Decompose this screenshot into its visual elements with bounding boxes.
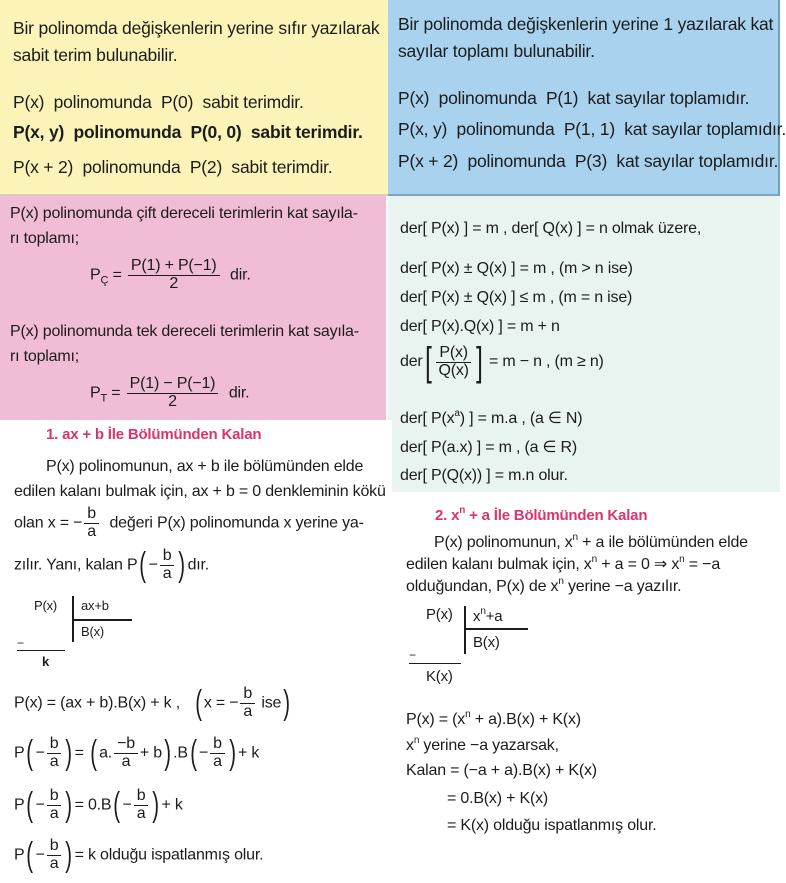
divisor [473, 606, 502, 625]
power-sup: a [454, 408, 460, 419]
long-division-power [406, 604, 556, 694]
right-paren: ) [229, 734, 236, 773]
even-sum-text-1: P(x) polinomunda çift dereceli terimlerin kat sayıla- [10, 205, 358, 222]
rule-poly: P(x + 2) [398, 151, 459, 171]
fraction-numerator: P(1) − P(−1) [127, 376, 219, 394]
rule-tail: kat sayılar toplamıdır. [587, 88, 750, 108]
rule-tail: sabit terimdir. [250, 122, 363, 142]
section-2-title [435, 505, 647, 524]
quotient: B(x) [473, 634, 500, 651]
right-paren: ) [65, 734, 73, 773]
neg-b-over-a [210, 736, 225, 771]
power-pre: der[ P(x [400, 410, 455, 427]
section-2-para-2 [406, 554, 720, 574]
divisor-x: x [473, 608, 481, 625]
rule-mid: polinomunda [467, 151, 566, 171]
formula-lhs: P [90, 266, 101, 284]
p-label: P [14, 744, 25, 762]
eq-pre: x [406, 737, 414, 754]
fraction-numerator: b [160, 548, 175, 566]
minus-sign: − [35, 796, 45, 814]
text-post: değeri P(x) polinomunda x yerine ya- [109, 514, 364, 532]
fraction-numerator: b [47, 838, 62, 856]
rule-tail: kat sayılar toplamıdır. [616, 151, 779, 171]
degree-rules-panel [388, 196, 780, 492]
long-division-linear [14, 596, 154, 676]
formula-subscript: Ç [100, 274, 109, 287]
degree-rule-scale: der[ P(a.x) ] = m , (a ∈ R) [400, 439, 578, 456]
division-bar [464, 606, 466, 654]
left-paren: ( [90, 734, 97, 773]
degree-rule-power [400, 408, 582, 428]
eq-tail: = k olduğu ispatlanmış olur. [74, 846, 264, 864]
minus-sign: − [122, 796, 132, 814]
minus-sign: − [35, 846, 45, 864]
formula-lhs: P [90, 384, 101, 402]
left-bracket: [ [424, 340, 432, 384]
odd-sum-text-2: rı toplamı; [10, 348, 79, 365]
even-sum-formula [90, 258, 251, 293]
section-1-remainder-linear [0, 420, 392, 883]
rule-value: P(1, 1) [563, 119, 615, 139]
subtraction-line [17, 650, 65, 651]
constant-term-rule [13, 92, 304, 113]
divisor-underline [464, 628, 528, 630]
section-1-para-2: edilen kalanı bulmak için, ax + b = 0 denkleminin kökü [14, 483, 386, 500]
fraction-denominator: a [243, 702, 253, 720]
section-2-eq-5: = K(x) olduğu ispatlanmış olur. [447, 817, 657, 834]
text-pre: P(x) polinomunun, x [434, 534, 573, 551]
division-fraction [435, 345, 471, 380]
rule-value: P(0) [160, 92, 194, 112]
section-1-title: 1. ax + b İle Bölümünden Kalan [46, 426, 262, 443]
left-paren: ( [26, 786, 34, 825]
coefficient-sum-intro-1: Bir polinomda değişkenlerin yerine 1 yazılarak kat [398, 14, 774, 34]
minus-sign: − [17, 636, 24, 650]
left-paren: ( [26, 734, 34, 773]
constant-term-intro-2: sabit terim bulunabilir. [13, 45, 178, 65]
remainder: K(x) [426, 668, 453, 685]
odd-sum-fraction [127, 376, 219, 411]
dividend: P(x) [34, 598, 58, 613]
cond-fraction [240, 686, 255, 721]
rule-value: P(3) [574, 151, 608, 171]
section-1-eq-1 [14, 686, 292, 721]
constant-term-intro-1: Bir polinomda değişkenlerin yerine sıfır yazılarak [13, 18, 380, 38]
left-paren: ( [190, 734, 197, 773]
rule-tail: sabit terimdir. [231, 157, 333, 177]
rule-mid: polinomunda [82, 157, 181, 177]
formula-subscript: T [100, 392, 108, 405]
title-pre: 2. x [435, 507, 460, 524]
formula-tail: dir. [228, 384, 250, 402]
fraction-denominator: a [121, 752, 131, 770]
right-paren: ) [178, 546, 186, 585]
equals: = [111, 384, 121, 402]
left-paren: ( [139, 546, 147, 585]
fraction-denominator: a [162, 564, 172, 582]
degree-intro: der[ P(x) ] = m , der[ Q(x) ] = n olmak üzere, [400, 220, 702, 237]
division-result: = m − n , (m ≥ n) [488, 353, 604, 371]
fraction-numerator: b [84, 506, 99, 524]
divisor: ax+b [81, 598, 109, 613]
left-paren: ( [113, 786, 121, 825]
degree-rule-sum-eq: der[ P(x) ± Q(x) ] ≤ m , (m = n ise) [400, 289, 633, 306]
degree-rule-sum-gt: der[ P(x) ± Q(x) ] = m , (m > n ise) [400, 260, 633, 277]
degree-rule-composition: der[ P(Q(x)) ] = m.n olur. [400, 467, 568, 484]
rule-mid: polinomunda [73, 122, 182, 142]
fraction-numerator: b [134, 788, 149, 806]
fraction-denominator: a [49, 854, 59, 872]
eq-mid: = 0.B [74, 796, 112, 814]
inner-fraction [114, 736, 138, 771]
odd-sum-text-1: P(x) polinomunda tek dereceli terimlerin kat sayıla- [10, 323, 359, 340]
eq-post: + a).B(x) + K(x) [470, 711, 581, 728]
odd-sum-formula [90, 376, 249, 411]
divisor-sup: n [480, 606, 486, 617]
eq-pre: P(x) = (x [406, 711, 466, 728]
rule-poly: P(x, y) [398, 119, 448, 139]
text-post: yerine −a yazılır. [563, 578, 682, 595]
right-paren: ) [164, 734, 171, 773]
section-2-eq-3: Kalan = (−a + a).B(x) + K(x) [406, 762, 597, 779]
fraction-numerator: b [210, 736, 225, 754]
section-1-para-3 [14, 506, 364, 541]
rule-mid: polinomunda [53, 92, 152, 112]
rule-value: P(1) [545, 88, 579, 108]
fraction-denominator: a [49, 752, 59, 770]
equals: = [112, 266, 122, 284]
section-2-eq-1 [406, 709, 581, 729]
coefficient-sum-panel [388, 0, 786, 196]
title-post: + a İle Bölümünden Kalan [465, 507, 648, 524]
even-sum-fraction [128, 258, 220, 293]
section-2-remainder-power [392, 492, 786, 883]
rule-value: P(0, 0) [190, 122, 242, 142]
right-paren: ) [152, 786, 160, 825]
fraction-denominator: a [49, 804, 59, 822]
right-paren: ) [65, 836, 73, 875]
coefficient-sum-rule [398, 88, 749, 109]
rule-poly: P(x) [13, 92, 45, 112]
cond-pre: x = − [203, 694, 239, 712]
cond-post: ise [261, 694, 282, 712]
rule-mid: polinomunda [456, 119, 555, 139]
power-post: ) ] = m.a , (a ∈ N) [459, 410, 583, 427]
minus-sign: − [409, 648, 416, 662]
coefficient-sum-rule [398, 151, 778, 172]
divisor-underline [72, 619, 132, 621]
fraction-numerator: P(x) [436, 345, 471, 363]
fraction-numerator: −b [114, 736, 138, 754]
eq-tail: + k [237, 744, 260, 762]
eq-post: yerine −a yazarsak, [419, 737, 559, 754]
fraction-denominator: a [87, 522, 96, 540]
sup: n [591, 554, 597, 565]
text-mid: + a = 0 ⇒ x [597, 556, 680, 573]
neg-b-over-a [47, 788, 62, 823]
root-fraction [84, 506, 99, 541]
sup: n [465, 709, 471, 720]
rule-poly: P(x, y) [13, 122, 65, 142]
even-odd-sum-panel [0, 196, 386, 420]
minus-sign: − [198, 744, 209, 762]
fraction-denominator: 2 [168, 392, 177, 410]
b-label: .B [173, 744, 188, 762]
section-2-eq-4: = 0.B(x) + K(x) [447, 790, 549, 807]
fraction-denominator: a [213, 752, 222, 770]
dividend: P(x) [426, 606, 453, 623]
equals: = [74, 744, 88, 762]
rule-poly: P(x + 2) [13, 157, 74, 177]
p-label: P [14, 796, 25, 814]
fraction-numerator: b [47, 736, 62, 754]
title-sup: n [459, 505, 466, 516]
text-pre: zılır. Yanı, kalan P [14, 556, 138, 574]
rule-poly: P(x) [398, 88, 430, 108]
text-post: dır. [187, 556, 210, 574]
inner-a: a. [99, 744, 113, 762]
section-1-eq-4 [14, 838, 263, 873]
fraction-denominator: Q(x) [438, 361, 469, 379]
degree-rule-division [400, 342, 604, 382]
constant-term-panel [0, 0, 388, 196]
text-post: + a ile bölümünden elde [577, 534, 748, 551]
text-pre: olan x = − [14, 514, 83, 532]
neg-b-over-a [47, 736, 62, 771]
fraction-numerator: b [240, 686, 255, 704]
p-label: P [14, 846, 25, 864]
sup: n [558, 576, 564, 587]
minus-sign: − [148, 556, 158, 574]
coefficient-sum-intro-2: sayılar toplamı bulunabilir. [398, 41, 595, 61]
section-2-eq-2 [406, 735, 559, 755]
section-1-para-1: P(x) polinomunun, ax + b ile bölümünden elde [46, 458, 364, 475]
right-paren: ) [65, 786, 73, 825]
fraction-numerator: b [47, 788, 62, 806]
even-sum-text-2: rı toplamı; [10, 230, 79, 247]
rule-value: P(2) [189, 157, 223, 177]
fraction-denominator: 2 [169, 274, 179, 292]
minus-sign: − [35, 744, 45, 762]
rule-tail: sabit terimdir. [202, 92, 304, 112]
rule-mid: polinomunda [438, 88, 537, 108]
fraction-denominator: a [136, 804, 146, 822]
der-label: der [400, 353, 423, 371]
text-pre: edilen kalanı bulmak için, x [406, 556, 592, 573]
sup: n [572, 532, 578, 543]
text-pre: olduğundan, P(x) de x [406, 578, 559, 595]
section-1-para-4 [14, 548, 209, 583]
left-paren: ( [194, 684, 202, 723]
neg-b-over-a [47, 838, 62, 873]
subtraction-line [409, 663, 461, 664]
degree-rule-product: der[ P(x).Q(x) ] = m + n [400, 318, 560, 335]
fraction-numerator: P(1) + P(−1) [128, 258, 220, 276]
rule-tail: kat sayılar toplamıdır. [624, 119, 786, 139]
section-1-eq-3 [14, 788, 183, 823]
section-1-eq-2 [14, 736, 259, 771]
sup: n [679, 554, 685, 565]
divisor-post: +a [485, 608, 503, 625]
neg-b-over-a [134, 788, 149, 823]
constant-term-rule [13, 122, 363, 143]
remainder-fraction [160, 548, 175, 583]
eq-text: P(x) = (ax + b).B(x) + k , [14, 694, 180, 712]
formula-tail: dir. [230, 266, 251, 284]
eq-tail: + k [161, 796, 183, 814]
text-post: = −a [684, 556, 721, 573]
right-paren: ) [283, 684, 291, 723]
section-2-para-3 [406, 576, 681, 596]
section-2-para-1 [434, 532, 748, 552]
remainder: k [42, 654, 50, 669]
quotient: B(x) [81, 624, 105, 639]
left-paren: ( [26, 836, 34, 875]
inner-post: + b [139, 744, 162, 762]
coefficient-sum-rule [398, 119, 786, 140]
right-bracket: ] [475, 340, 483, 384]
constant-term-rule [13, 157, 332, 178]
sup: n [413, 735, 420, 746]
